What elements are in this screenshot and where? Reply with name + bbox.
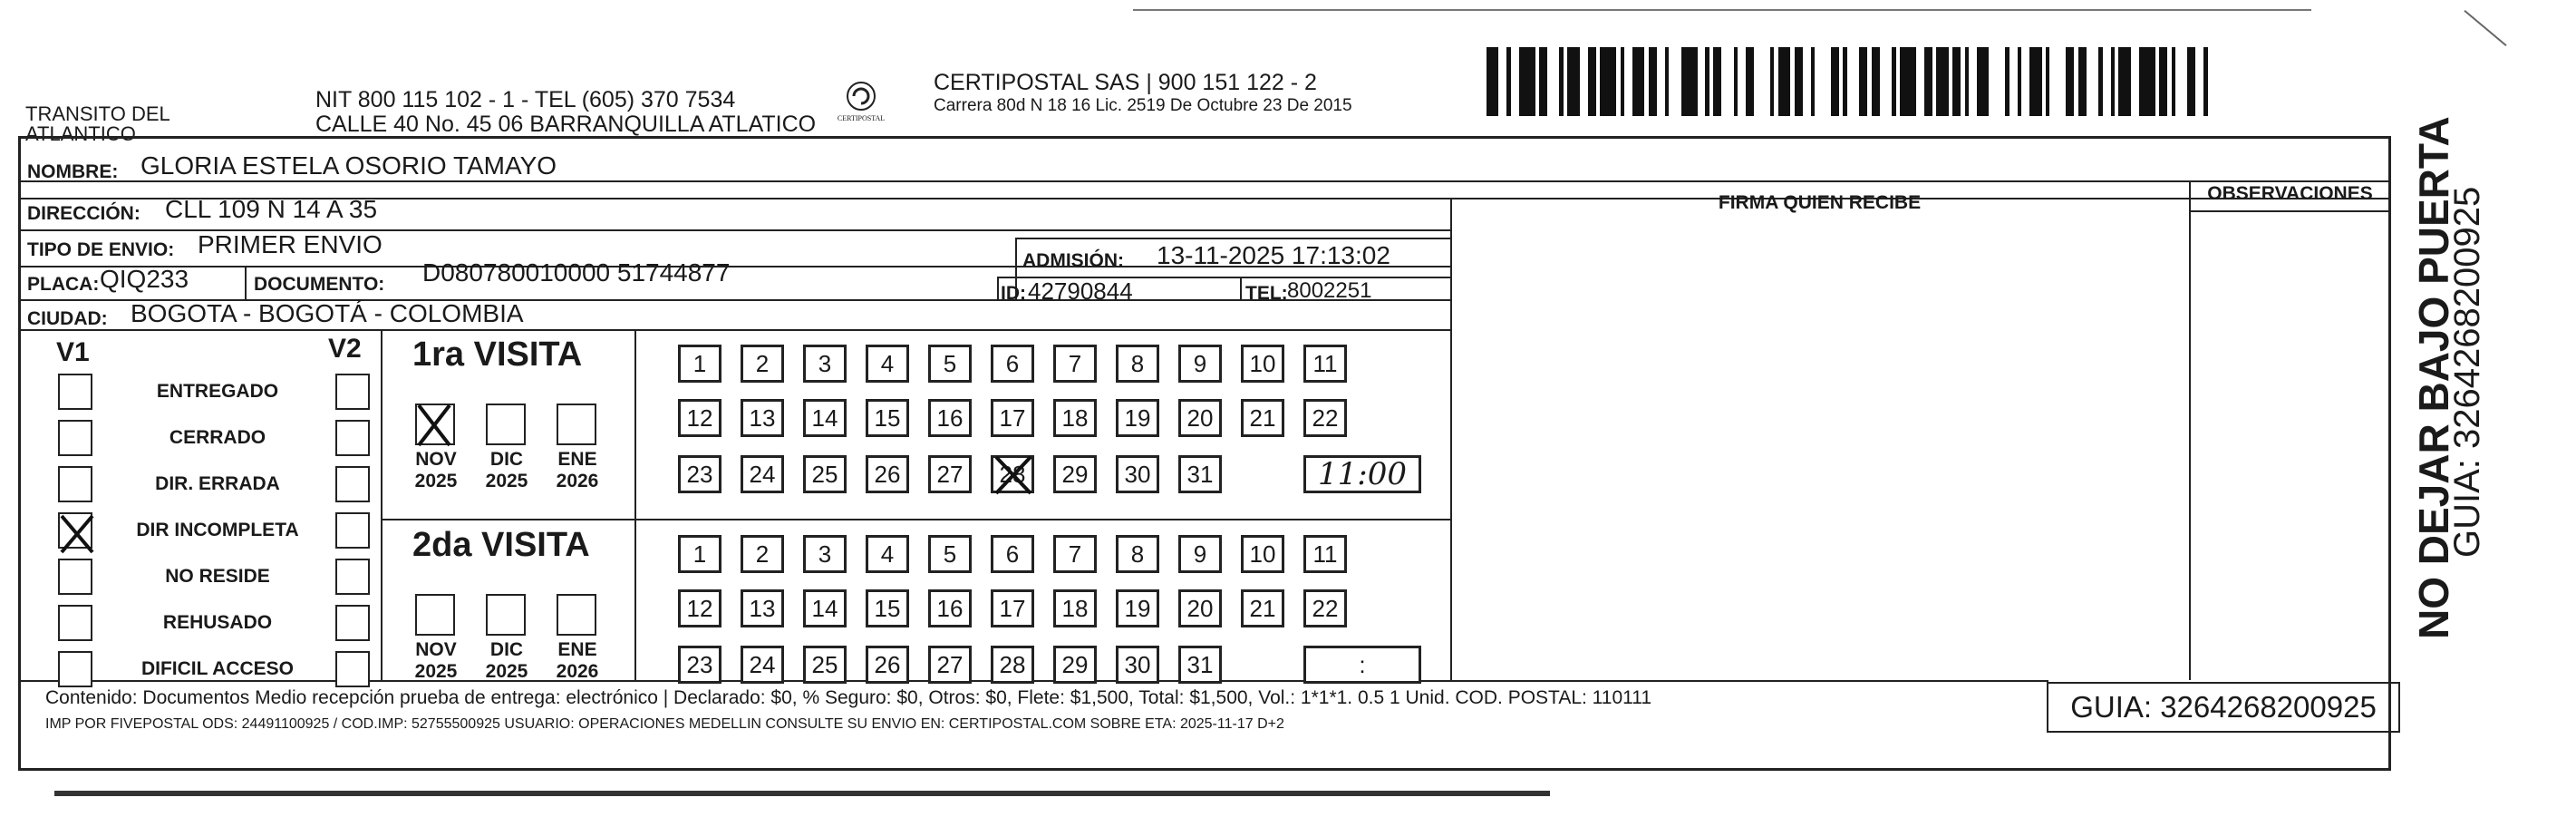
- v2-label: V2: [328, 334, 362, 364]
- day-box[interactable]: 6: [991, 535, 1034, 573]
- day-box[interactable]: 16: [928, 589, 972, 627]
- day-box[interactable]: 12: [678, 589, 721, 627]
- day-box[interactable]: 15: [866, 399, 909, 437]
- day-box[interactable]: 25: [803, 646, 847, 684]
- day-box[interactable]: 22: [1303, 589, 1347, 627]
- ciudad-label: CIUDAD:: [27, 308, 108, 329]
- day-box[interactable]: 4: [866, 535, 909, 573]
- day-box[interactable]: 4: [866, 345, 909, 383]
- day-box[interactable]: 17: [991, 399, 1034, 437]
- month-name: ENE: [557, 639, 597, 660]
- documento-label: DOCUMENTO:: [254, 274, 385, 295]
- day-box[interactable]: 1: [678, 345, 721, 383]
- month-name: NOV: [415, 449, 457, 470]
- day-box[interactable]: 30: [1116, 455, 1159, 493]
- placa-value: QIQ233: [100, 265, 189, 293]
- month-year: 2025: [414, 471, 458, 491]
- status-label: DIR INCOMPLETA: [136, 520, 299, 540]
- carrier-line-2: Carrera 80d N 18 16 Lic. 2519 De Octubre 23 De 2015: [934, 96, 1352, 115]
- month-check-mark: [419, 405, 450, 445]
- sender-line-1: NIT 800 115 102 - 1 - TEL (605) 370 7534: [315, 87, 736, 112]
- day-box[interactable]: 23: [678, 646, 721, 684]
- month-year: 2025: [485, 471, 528, 491]
- status-label: DIFICIL ACCESO: [140, 658, 294, 679]
- day-box[interactable]: 14: [803, 589, 847, 627]
- day-box[interactable]: 20: [1178, 589, 1222, 627]
- id-label: ID:: [1001, 283, 1026, 304]
- sender-name: TRANSITO DEL ATLANTICO: [25, 102, 170, 145]
- day-box[interactable]: 8: [1116, 345, 1159, 383]
- day-box[interactable]: 19: [1116, 589, 1159, 627]
- day-box[interactable]: 2: [741, 535, 784, 573]
- tel-value: 8002251: [1287, 278, 1372, 303]
- day-box[interactable]: 27: [928, 455, 972, 493]
- day-box[interactable]: 11: [1303, 535, 1347, 573]
- day-box[interactable]: 29: [1053, 646, 1097, 684]
- day-box[interactable]: 10: [1241, 535, 1284, 573]
- time-box[interactable]: :: [1303, 646, 1421, 684]
- day-box[interactable]: 29: [1053, 455, 1097, 493]
- footer-impresion: IMP POR FIVEPOSTAL ODS: 24491100925 / COD.IMP: 52755500925 USUARIO: OPERACIONES MEDELLIN CONSULTE SU ENVIO EN: CERTIPOSTAL.COM SOBRE ETA: 2025-11-17 D+2: [45, 716, 1284, 732]
- nombre-label: NOMBRE:: [27, 161, 119, 182]
- status-label: REHUSADO: [162, 612, 273, 633]
- status-label: CERRADO: [169, 427, 266, 448]
- visit-title: 2da VISITA: [412, 526, 590, 564]
- day-box[interactable]: 28: [991, 455, 1034, 493]
- visit-title: 1ra VISITA: [412, 336, 583, 374]
- day-box[interactable]: 24: [741, 646, 784, 684]
- observaciones-header: OBSERVACIONES: [2207, 183, 2373, 204]
- day-box[interactable]: 7: [1053, 345, 1097, 383]
- day-box[interactable]: 11: [1303, 345, 1347, 383]
- logo-text: CERTIPOSTAL: [837, 114, 886, 122]
- month-year: 2025: [414, 661, 458, 682]
- day-box[interactable]: 6: [991, 345, 1034, 383]
- day-box[interactable]: 18: [1053, 589, 1097, 627]
- month-name: NOV: [415, 639, 457, 660]
- day-box[interactable]: 2: [741, 345, 784, 383]
- admision-value: 13-11-2025 17:13:02: [1157, 241, 1390, 269]
- direccion-label: DIRECCIÓN:: [27, 203, 140, 224]
- day-box[interactable]: 21: [1241, 589, 1284, 627]
- tipo-envio-value: PRIMER ENVIO: [198, 230, 383, 258]
- day-box[interactable]: 8: [1116, 535, 1159, 573]
- side-guia: GUIA: 3264268200925: [2447, 186, 2487, 558]
- day-box[interactable]: 27: [928, 646, 972, 684]
- day-box[interactable]: 15: [866, 589, 909, 627]
- month-year: 2026: [556, 471, 599, 491]
- sender-line-2: CALLE 40 No. 45 06 BARRANQUILLA ATLATICO: [315, 112, 817, 137]
- day-box[interactable]: 24: [741, 455, 784, 493]
- documento-value: D080780010000 51744877: [422, 258, 731, 287]
- day-box[interactable]: 3: [803, 535, 847, 573]
- status-label: NO RESIDE: [165, 566, 270, 587]
- ciudad-value: BOGOTA - BOGOTÁ - COLOMBIA: [131, 299, 524, 327]
- status-label: DIR. ERRADA: [155, 473, 280, 494]
- month-year: 2025: [485, 661, 528, 682]
- day-box[interactable]: 7: [1053, 535, 1097, 573]
- tipo-envio-label: TIPO DE ENVIO:: [27, 239, 175, 260]
- day-box[interactable]: 30: [1116, 646, 1159, 684]
- tel-label: TEL:: [1245, 283, 1288, 304]
- direccion-value: CLL 109 N 14 A 35: [165, 195, 378, 223]
- day-box[interactable]: 28: [991, 646, 1034, 684]
- day-box[interactable]: 5: [928, 535, 972, 573]
- day-box[interactable]: 20: [1178, 399, 1222, 437]
- day-box[interactable]: 26: [866, 455, 909, 493]
- day-check-mark: [996, 457, 1031, 493]
- day-box[interactable]: 22: [1303, 399, 1347, 437]
- day-box[interactable]: 31: [1178, 455, 1222, 493]
- day-box[interactable]: 13: [741, 399, 784, 437]
- day-box[interactable]: 17: [991, 589, 1034, 627]
- day-box[interactable]: 14: [803, 399, 847, 437]
- month-name: ENE: [557, 449, 597, 470]
- day-box[interactable]: 18: [1053, 399, 1097, 437]
- day-box[interactable]: 23: [678, 455, 721, 493]
- month-year: 2026: [556, 661, 599, 682]
- day-box[interactable]: 9: [1178, 345, 1222, 383]
- month-name: DIC: [489, 449, 524, 470]
- day-box[interactable]: 5: [928, 345, 972, 383]
- guia-number-box: GUIA: 3264268200925: [2047, 682, 2400, 733]
- firma-header: FIRMA QUIEN RECIBE: [1718, 192, 1922, 213]
- admision-label: ADMISIÓN:: [1022, 250, 1124, 271]
- day-box[interactable]: 10: [1241, 345, 1284, 383]
- time-box[interactable]: 11:00: [1303, 455, 1421, 493]
- day-box[interactable]: 26: [866, 646, 909, 684]
- placa-label: PLACA:: [27, 274, 100, 295]
- nombre-value: GLORIA ESTELA OSORIO TAMAYO: [140, 151, 557, 180]
- status-label: ENTREGADO: [156, 381, 279, 402]
- status-v1-check-mark: [62, 516, 92, 552]
- day-box[interactable]: 3: [803, 345, 847, 383]
- day-box[interactable]: 31: [1178, 646, 1222, 684]
- id-value: 42790844: [1028, 277, 1133, 305]
- day-box[interactable]: 9: [1178, 535, 1222, 573]
- day-box[interactable]: 25: [803, 455, 847, 493]
- day-box[interactable]: 19: [1116, 399, 1159, 437]
- day-box[interactable]: 1: [678, 535, 721, 573]
- day-box[interactable]: 21: [1241, 399, 1284, 437]
- carrier-line-1: CERTIPOSTAL SAS | 900 151 122 - 2: [934, 70, 1317, 95]
- day-box[interactable]: 16: [928, 399, 972, 437]
- month-name: DIC: [489, 639, 524, 660]
- footer-contenido: Contenido: Documentos Medio recepción prueba de entrega: electrónico | Declarado: $0, % Seguro: $0, Otros: $0, Flete: $1,500, Total: $1,500, Vol.: 1*1*1. 0.5 1 Unid. COD. POSTAL: 110111: [45, 687, 1652, 708]
- no-dejar-warning: NO DEJAR BAJO PUERTA: [2410, 116, 2457, 639]
- day-box[interactable]: 12: [678, 399, 721, 437]
- day-box[interactable]: 13: [741, 589, 784, 627]
- v1-label: V1: [56, 337, 90, 367]
